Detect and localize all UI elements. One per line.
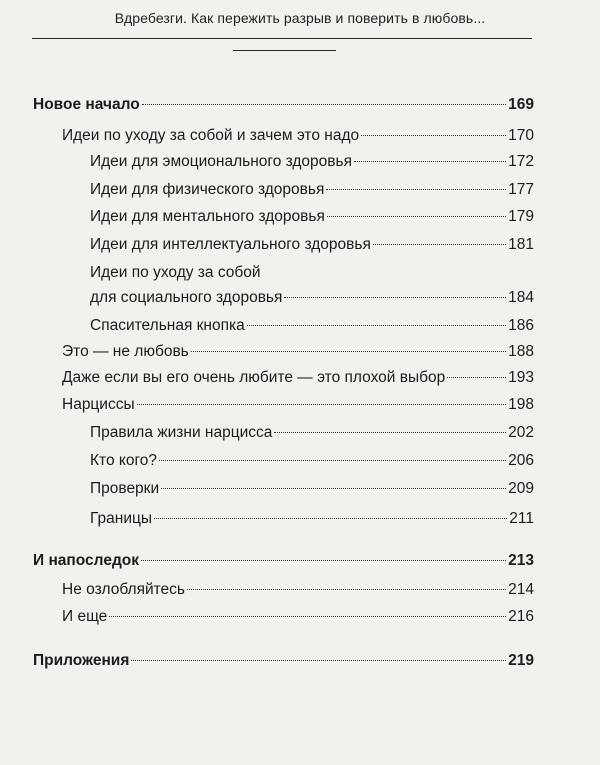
toc-entry: [90, 317, 534, 335]
toc-entry-title: Нарциссы: [62, 396, 135, 413]
toc-entry: [90, 452, 534, 470]
toc-entry-title: Границы: [90, 510, 152, 527]
toc-entry: [62, 396, 534, 414]
toc-entry: [90, 153, 534, 171]
running-head: Вдребезги. Как пережить разрыв и поверить в любовь...: [114, 10, 486, 26]
toc-entry-title: Идеи для интеллектуального здоровья: [90, 236, 371, 253]
toc-page-number: 214: [508, 581, 534, 598]
toc-page-number: 216: [508, 608, 534, 625]
toc-entry-title: Идеи для физического здоровья: [90, 181, 325, 198]
header-rule: [32, 38, 532, 39]
toc-entry-title: Идеи для ментального здоровья: [90, 208, 325, 225]
toc-leader-dots: [191, 351, 506, 352]
toc-entry-title: для социального здоровья: [90, 289, 283, 306]
toc-page-number: 177: [508, 181, 534, 198]
toc-entry: [90, 510, 534, 528]
toc-page-number: 206: [508, 452, 534, 469]
toc-leader-dots: [141, 560, 506, 561]
toc-leader-dots: [284, 297, 506, 298]
toc-entry-title: Это — не любовь: [62, 343, 189, 360]
toc-entry: [62, 608, 534, 626]
toc-leader-dots: [354, 161, 506, 162]
toc-page-number: 211: [509, 510, 534, 527]
toc-leader-dots: [142, 104, 506, 105]
toc-entry-title: Спасительная кнопка: [90, 317, 245, 334]
toc-leader-dots: [187, 589, 506, 590]
toc-page-number: 170: [508, 127, 534, 144]
toc-page-number: 219: [508, 652, 534, 669]
toc-leader-dots: [137, 404, 507, 405]
toc-leader-dots: [247, 325, 506, 326]
toc-entry: [90, 181, 534, 199]
toc-page-number: 198: [508, 396, 534, 413]
toc-leader-dots: [373, 244, 506, 245]
toc-entry: [90, 480, 534, 498]
toc-entry-title: Проверки: [90, 480, 160, 497]
toc-entry-title-line1: Идеи по уходу за собой: [90, 264, 261, 281]
toc-entry: [62, 581, 534, 599]
toc-entry-title: И напоследок: [33, 552, 140, 569]
toc-entry: [33, 552, 534, 570]
toc-page-number: 202: [508, 424, 534, 441]
header-short-rule: [233, 50, 336, 51]
toc-entry: [62, 343, 534, 361]
toc-leader-dots: [326, 189, 506, 190]
toc-page-number: 169: [508, 96, 534, 113]
toc-page-number: 209: [508, 480, 534, 497]
toc-entry: [90, 424, 534, 442]
toc-leader-dots: [131, 660, 506, 661]
toc-entry: [33, 96, 534, 114]
toc-entry-title: Идеи по уходу за собой и зачем это надо: [62, 127, 360, 144]
toc-entry: [62, 369, 534, 387]
toc-leader-dots: [327, 216, 506, 217]
toc-entry: [33, 652, 534, 670]
toc-leader-dots: [274, 432, 506, 433]
toc-page-number: 172: [508, 153, 534, 170]
toc-entry: [90, 236, 534, 254]
toc-page-number: 181: [508, 236, 534, 253]
toc-entry-title: Новое начало: [33, 96, 140, 113]
toc-entry: [90, 208, 534, 226]
toc-page-number: 213: [508, 552, 534, 569]
toc-page-number: 193: [508, 369, 534, 386]
toc-page-number: 184: [508, 289, 534, 306]
toc-entry: [62, 127, 534, 145]
toc-page-number: 188: [508, 343, 534, 360]
toc-page-number: 179: [508, 208, 534, 225]
toc-entry-title: Идеи для эмоционального здоровья: [90, 153, 352, 170]
toc-leader-dots: [154, 518, 507, 519]
toc-entry-title: Приложения: [33, 652, 130, 669]
toc-entry-title: Правила жизни нарцисса: [90, 424, 273, 441]
toc-leader-dots: [109, 616, 506, 617]
toc-entry-title: И еще: [62, 608, 108, 625]
toc-leader-dots: [161, 488, 506, 489]
toc-page-number: 186: [508, 317, 534, 334]
toc-entry-title: Не озлобляйтесь: [62, 581, 185, 598]
toc-leader-dots: [447, 377, 506, 378]
toc-leader-dots: [159, 460, 506, 461]
toc-entry-title: Даже если вы его очень любите — это плохой выбор: [62, 369, 446, 386]
toc-leader-dots: [361, 135, 506, 136]
toc-entry-title: Кто кого?: [90, 452, 158, 469]
toc-entry: [90, 289, 534, 307]
